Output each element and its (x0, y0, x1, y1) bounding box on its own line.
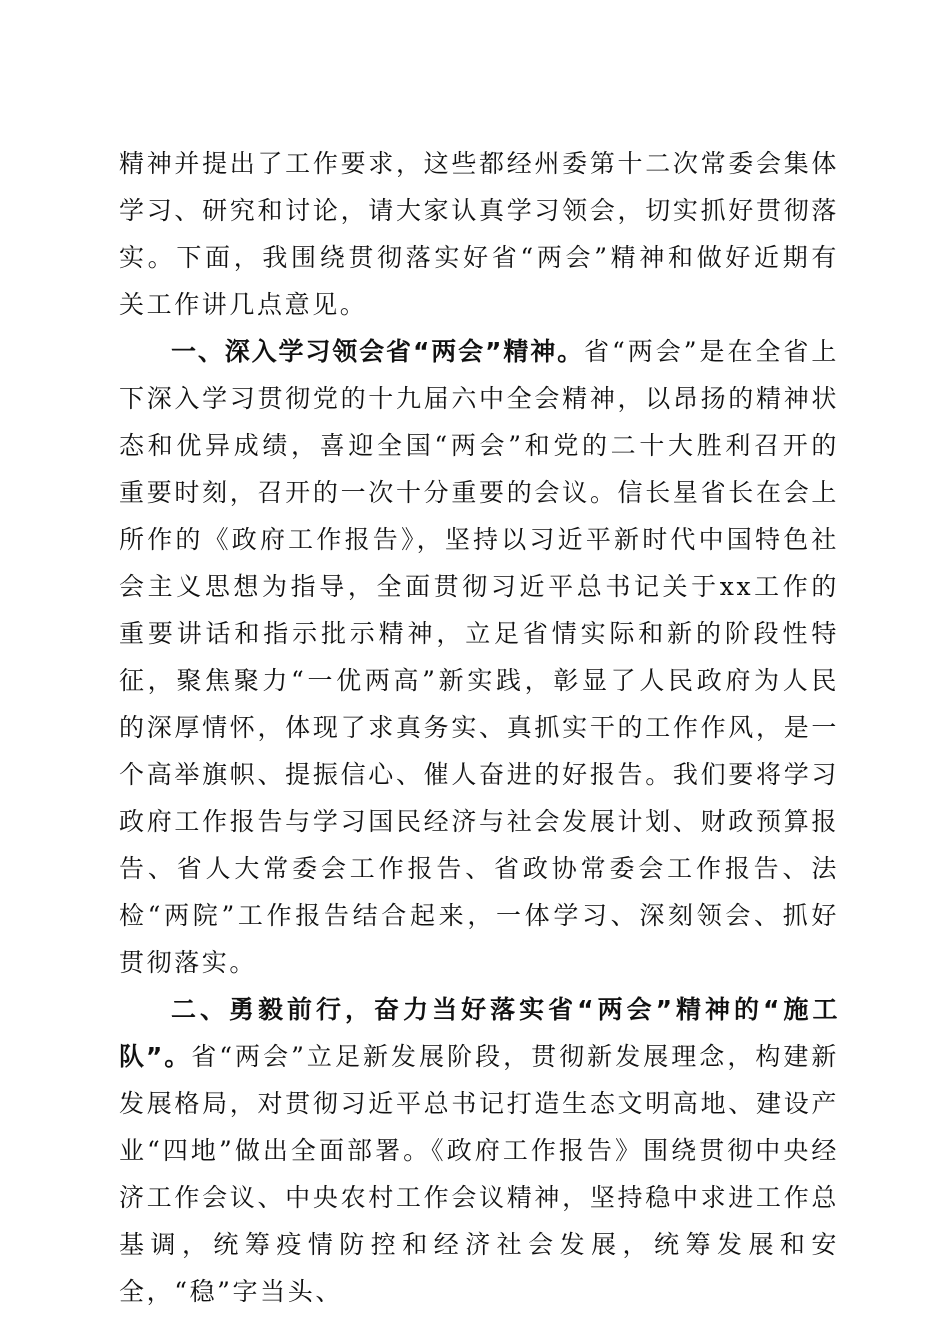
section-one-heading: 一、深入学习领会省“两会”精神。 (171, 337, 584, 366)
section-two-heading: 二、勇毅前行，奋力当好落实省“两会”精神的“施工队”。 (119, 995, 839, 1071)
section-one-text: 省“两会”是在全省上下深入学习贯彻党的十九届六中全会精神，以昂扬的精神状态和优异成绩，喜迎全国“两会”和党的二十大胜利召开的重要时刻，召开的一次十分重要的会议。信长星省长在会上所作的《政府工作报告》，坚持以习近平新时代中国特色社会主义思想为指导，全面贯彻习近平总书记关于xx工作的重要讲话和指示批示精神，立足省情实际和新的阶段性特征，聚焦聚力“一优两高”新实践，彰显了人民政府为人民的深厚情怀，体现了求真务实、真抓实干的工作作风，是一个高举旗帜、提振信心、催人奋进的好报告。我们要将学习政府工作报告与学习国民经济与社会发展计划、财政预算报告、省人大常委会工作报告、省政协常委会工作报告、法检“两院”工作报告结合起来，一体学习、深刻领会、抓好贯彻落实。 (119, 337, 839, 977)
section-two-text: 省“两会”立足新发展阶段，贯彻新发展理念，构建新发展格局，对贯彻习近平总书记打造生态文明高地、建设产业“四地”做出全面部署。《政府工作报告》围绕贯彻中央经济工作会议、中央农村工作会议精神，坚持稳中求进工作总基调，统筹疫情防控和经济社会发展，统筹发展和安全，“稳”字当头、 (119, 1042, 839, 1306)
paragraph-section-one (119, 328, 839, 986)
paragraph-intro-text: 精神并提出了工作要求，这些都经州委第十二次常委会集体学习、研究和讨论，请大家认真学习领会，切实抓好贯彻落实。下面，我围绕贯彻落实好省“两会”精神和做好近期有关工作讲几点意见。 (119, 149, 839, 319)
paragraph-section-two (119, 986, 839, 1315)
document-page (119, 140, 839, 1315)
paragraph-intro (119, 140, 839, 328)
